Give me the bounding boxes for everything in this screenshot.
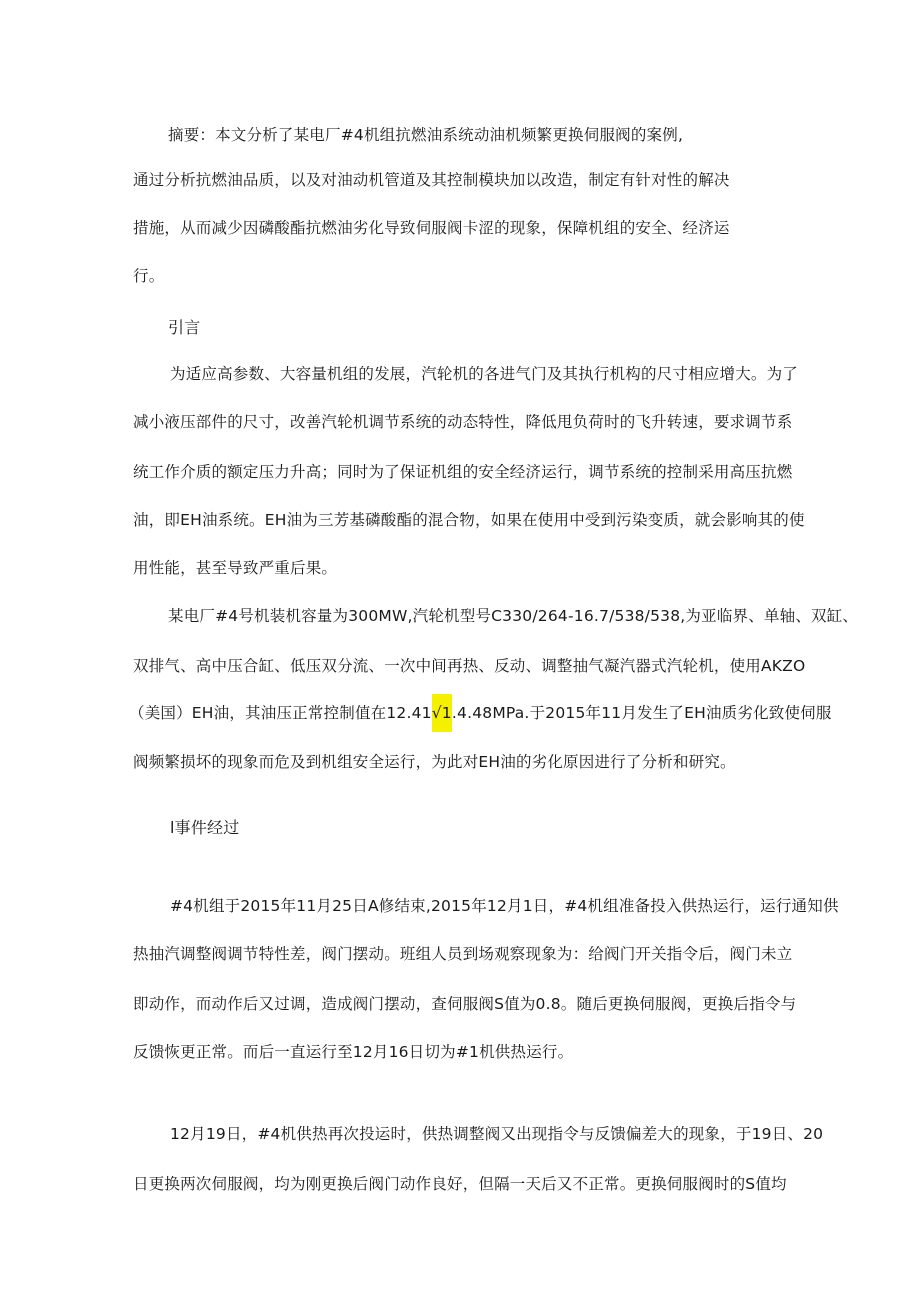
intro-p2-line-4: 阀频繁损坏的现象而危及到机组安全运行，为此对EH油的劣化原因进行了分析和研究。 [133, 753, 736, 771]
intro-p2-line-3-after: .4.48MPa.于2015年11月发生了EH油质劣化致使伺服 [451, 704, 832, 722]
intro-p1-line-5: 用性能，甚至导致严重后果。 [133, 559, 338, 577]
intro-p2-line-1: 某电厂#4号机装机容量为300MW,汽轮机型号C330/264-16.7/538/538,为亚临界、单轴、双缸、 [168, 607, 859, 625]
abstract-line-1: 摘要：本文分析了某电厂#4机组抗燃油系统动油机频繁更换伺服阀的案例, [168, 126, 684, 144]
intro-heading: 引言 [168, 318, 201, 337]
section1-p1-line-4: 反馈恢更正常。而后一直运行至12月16日切为#1机供热运行。 [133, 1043, 574, 1061]
intro-p1-line-3: 统工作介质的额定压力升高；同时为了保证机组的安全经济运行，调节系统的控制采用高压抗燃 [133, 463, 793, 481]
intro-p2-line-3-before: （美国）EH油，其油压正常控制值在12.41 [129, 704, 432, 722]
intro-p1-line-4: 油，即EH油系统。EH油为三芳基磷酸酯的混合物，如果在使用中受到污染变质，就会影响其的使 [133, 511, 805, 529]
section1-p1-line-2: 热抽汽调整阀调节特性差，阀门摆动。班组人员到场观察现象为：给阀门开关指令后，阀门未立 [133, 945, 793, 963]
abstract-line-3: 措施，从而减少因磷酸酯抗燃油劣化导致伺服阀卡涩的现象，保障机组的安全、经济运 [133, 219, 730, 237]
section1-p2-line-1: 12月19日，#4机供热再次投运时，供热调整阀又出现指令与反馈偏差大的现象，于19日、20 [170, 1125, 824, 1143]
section1-p1-line-3: 即动作，而动作后又过调，造成阀门摆动，查伺服阀S值为0.8。随后更换伺服阀，更换后指令与 [133, 995, 797, 1013]
section1-p1-line-1: #4机组于2015年11月25日A修结束,2015年12月1日，#4机组准备投入供热运行，运行通知供 [170, 897, 839, 915]
intro-p2-line-2: 双排气、高中压合缸、低压双分流、一次中间再热、反动、调整抽气凝汽器式汽轮机，使用AKZO [133, 657, 806, 675]
abstract-line-2: 通过分析抗燃油品质，以及对油动机管道及其控制模块加以改造，制定有针对性的解决 [133, 171, 730, 189]
highlighted-text: √1 [432, 694, 452, 732]
section1-p2-line-2: 日更换两次伺服阀，均为刚更换后阀门动作良好，但隔一天后又不正常。更换伺服阀时的S值均 [133, 1175, 787, 1193]
section1-heading: l事件经过 [170, 818, 240, 837]
intro-p2-line-3 [129, 703, 832, 723]
intro-p1-line-2: 减小液压部件的尺寸，改善汽轮机调节系统的动态特性，降低甩负荷时的飞升转速，要求调节系 [133, 413, 793, 431]
intro-p1-line-1: 为适应高参数、大容量机组的发展，汽轮机的各进气门及其执行机构的尺寸相应增大。为了 [170, 365, 799, 383]
abstract-line-4: 行。 [133, 267, 165, 285]
